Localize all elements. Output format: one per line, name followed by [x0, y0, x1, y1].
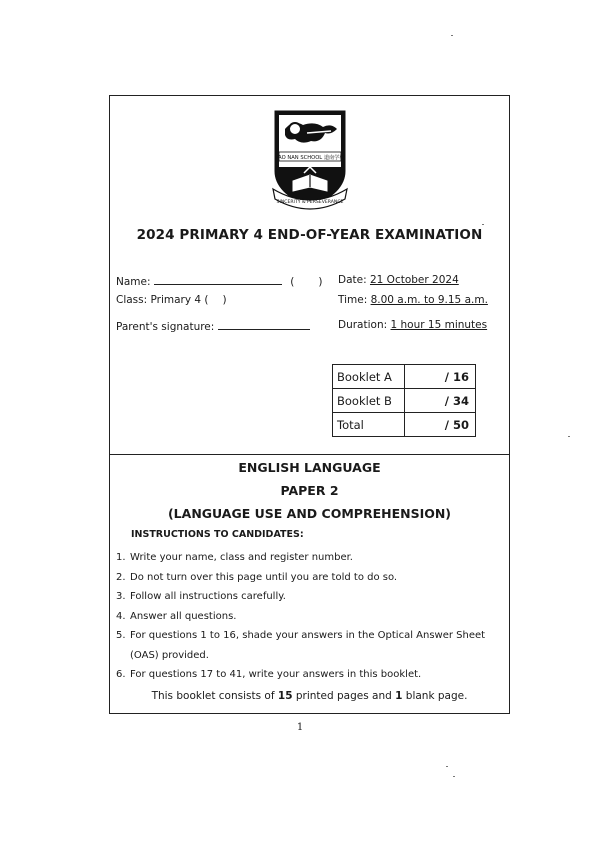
instruction-item: 6. For questions 17 to 41, write your answers in this booklet.	[116, 669, 422, 680]
class-field: Class: Primary 4 ( )	[116, 294, 227, 306]
date-field: Date: 21 October 2024	[338, 274, 459, 286]
duration-field: Duration: 1 hour 15 minutes	[338, 319, 488, 331]
name-label: Name:	[116, 276, 151, 288]
score-row-total	[333, 413, 476, 437]
exam-cover-sheet	[109, 95, 510, 714]
score-table	[332, 364, 476, 437]
booklet-page-count-note: This booklet consists of 15 printed pages and 1 blank page.	[151, 690, 468, 702]
date-value: 21 October 2024	[369, 274, 459, 286]
score-label: Total	[333, 413, 405, 437]
page-number: 1	[296, 722, 304, 733]
paper-number: PAPER 2	[280, 483, 339, 498]
score-row-booklet-a	[333, 365, 476, 389]
time-value: 8.00 a.m. to 9.15 a.m.	[370, 294, 488, 306]
svg-text:TAO NAN SCHOOL 道南学校: TAO NAN SCHOOL 道南学校	[275, 155, 345, 161]
signature-blank-line	[218, 319, 310, 330]
instruction-item: 2. Do not turn over this page until you are told to do so.	[116, 571, 398, 583]
scan-speck	[568, 436, 570, 437]
subject-title: ENGLISH LANGUAGE	[238, 460, 381, 475]
parent-signature-label: Parent's signature:	[116, 321, 215, 333]
section-divider	[110, 454, 509, 455]
instructions-title: INSTRUCTIONS TO CANDIDATES:	[131, 529, 304, 540]
instruction-item: 4. Answer all questions.	[116, 610, 237, 622]
instruction-item: 5. For questions 1 to 16, shade your answers in the Optical Answer Sheet (OAS) provided.	[116, 630, 486, 661]
score-value: / 16	[405, 365, 476, 389]
scan-speck	[451, 35, 453, 36]
school-crest-logo	[271, 107, 349, 215]
scan-speck	[453, 776, 455, 777]
scan-speck	[446, 766, 448, 767]
scan-speck	[482, 224, 484, 225]
class-label: Class: Primary 4 (	[116, 294, 209, 306]
score-label: Booklet A	[333, 365, 405, 389]
svg-text:SINCERITY & PERSEVERANCE: SINCERITY & PERSEVERANCE	[276, 200, 344, 205]
duration-value: 1 hour 15 minutes	[390, 319, 488, 331]
name-field: Name: ( )	[116, 276, 323, 288]
name-blank-line	[154, 274, 282, 285]
instructions-list	[116, 548, 506, 685]
parent-signature-field	[116, 319, 310, 333]
score-value: / 34	[405, 389, 476, 413]
instruction-item: 3. Follow all instructions carefully.	[116, 591, 286, 602]
score-row-booklet-b	[333, 389, 476, 413]
score-value: / 50	[405, 413, 476, 437]
paper-subtitle: (LANGUAGE USE AND COMPREHENSION)	[167, 506, 452, 521]
time-field: Time: 8.00 a.m. to 9.15 a.m.	[338, 294, 488, 306]
instruction-item: 1. Write your name, class and register number.	[116, 552, 353, 563]
exam-title: 2024 PRIMARY 4 END-OF-YEAR EXAMINATION	[136, 227, 483, 243]
score-label: Booklet B	[333, 389, 405, 413]
